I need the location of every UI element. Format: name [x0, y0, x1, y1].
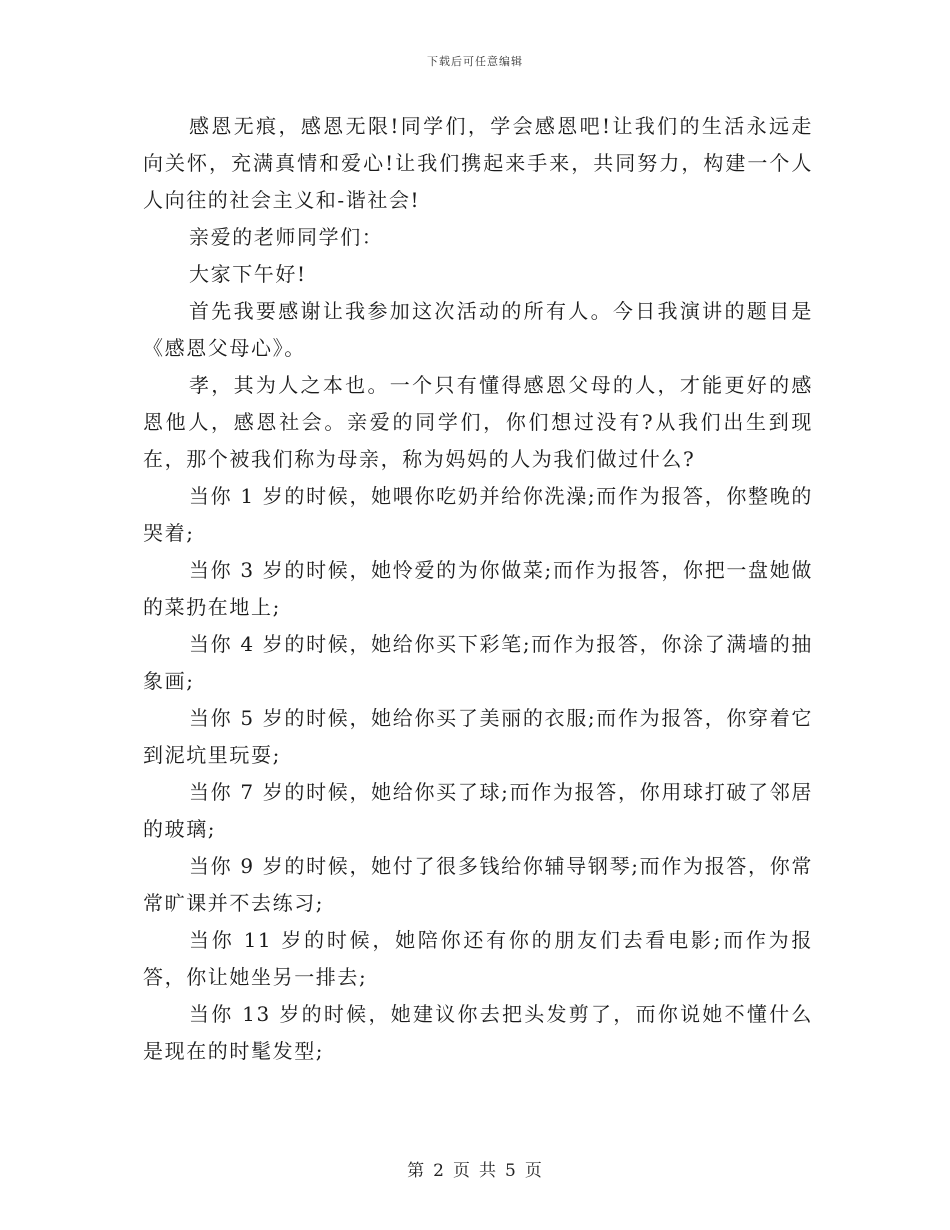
document-body — [143, 108, 813, 1070]
paragraph-4: 首先我要感谢让我参加这次活动的所有人。今日我演讲的题目是《感恩父母心》。 — [143, 299, 813, 360]
paragraph-9: 当你 5 岁的时候，她给你买了美丽的衣服;而作为报答，你穿着它到泥坑里玩耍; — [143, 706, 813, 767]
footer-total-pages: 5 — [505, 1161, 517, 1181]
paragraph-8: 当你 4 岁的时候，她给你买下彩笔;而作为报答，你涂了满墙的抽象画; — [143, 632, 813, 693]
paragraph-3: 大家下午好! — [189, 262, 307, 286]
page-footer — [0, 1156, 950, 1181]
footer-current-page: 2 — [433, 1161, 445, 1181]
paragraph-2: 亲爱的老师同学们： — [189, 225, 384, 249]
paragraph-6: 当你 1 岁的时候，她喂你吃奶并给你洗澡;而作为报答，你整晚的哭着; — [143, 484, 813, 545]
footer-total-prefix: 共 — [479, 1161, 497, 1181]
paragraph-5: 孝，其为人之本也。一个只有懂得感恩父母的人，才能更好的感恩他人，感恩社会。亲爱的同学们，你们想过没有?从我们出生到现在，那个被我们称为母亲，称为妈妈的人为我们做过什么? — [143, 373, 813, 471]
paragraph-10: 当你 7 岁的时候，她给你买了球;而作为报答，你用球打破了邻居的玻璃; — [143, 780, 813, 841]
paragraph-7: 当你 3 岁的时候，她怜爱的为你做菜;而作为报答，你把一盘她做的菜扔在地上; — [143, 558, 813, 619]
paragraph-12: 当你 11 岁的时候，她陪你还有你的朋友们去看电影;而作为报答，你让她坐另一排去; — [143, 928, 813, 989]
footer-page-suffix: 页 — [524, 1161, 543, 1181]
paragraph-1: 感恩无痕，感恩无限!同学们，学会感恩吧!让我们的生活永远走向关怀，充满真情和爱心!让我们携起来手来，共同努力，构建一个人人向往的社会主义和-谐社会! — [143, 114, 813, 212]
paragraph-11: 当你 9 岁的时候，她付了很多钱给你辅导钢琴;而作为报答，你常常旷课并不去练习; — [143, 854, 813, 915]
page-header: 下载后可任意编辑 — [427, 55, 523, 68]
paragraph-13: 当你 13 岁的时候，她建议你去把头发剪了，而你说她不懂什么是现在的时髦发型; — [143, 1002, 813, 1063]
footer-prefix: 第 — [407, 1161, 426, 1181]
footer-page-word: 页 — [453, 1161, 471, 1181]
